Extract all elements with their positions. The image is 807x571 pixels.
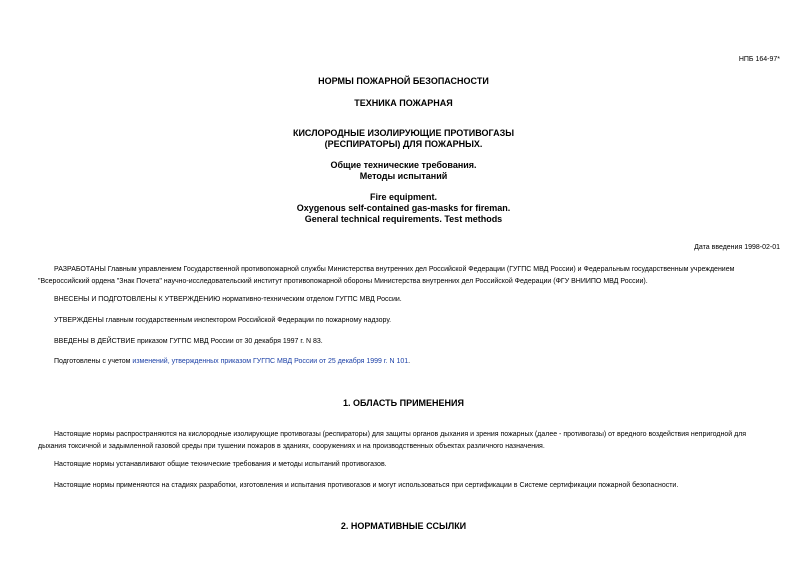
introduction-date: Дата введения 1998-02-01 bbox=[694, 244, 780, 251]
approved-text: УТВЕРЖДЕНЫ главным государственным инспектором Российской Федерации по пожарному надзору. bbox=[54, 317, 392, 324]
amendments-link[interactable]: изменений, утвержденных приказом ГУГПС МВД России от 25 декабря 1999 г. N 101 bbox=[132, 358, 409, 365]
english-title-line-2: Oxygenous self-contained gas-masks for fireman. bbox=[296, 203, 511, 213]
section-1-heading: 1. ОБЛАСТЬ ПРИМЕНЕНИЯ bbox=[343, 398, 464, 408]
scope-paragraph-2 bbox=[38, 459, 770, 471]
section-2-heading: 2. НОРМАТИВНЫЕ ССЫЛКИ bbox=[340, 521, 467, 531]
scope-paragraph-1-line-1: Настоящие нормы распространяются на кислородные изолирующие противогазы (респираторы) для защиты органов дыхания и зрения пожарных (далее - противогазы) от вредного воздействия непригодной для bbox=[54, 431, 747, 438]
norms-title: НОРМЫ ПОЖАРНОЙ БЕЗОПАСНОСТИ bbox=[318, 76, 489, 86]
main-title bbox=[0, 128, 807, 150]
scope-paragraph-3-text: Настоящие нормы применяются на стадиях разработки, изготовления и испытания противогазов и могут использоваться при сертификации в Системе сертификации пожарной безопасности. bbox=[54, 482, 679, 489]
tech-title: ТЕХНИКА ПОЖАРНАЯ bbox=[354, 98, 453, 108]
english-title-line-3: General technical requirements. Test methods bbox=[304, 214, 503, 224]
submitted-text: ВНЕСЕНЫ И ПОДГОТОВЛЕНЫ К УТВЕРЖДЕНИЮ нормативно-техническим отделом ГУГПС МВД России. bbox=[54, 296, 402, 303]
document-code: НПБ 164-97* bbox=[738, 56, 780, 63]
scope-paragraph-2-text: Настоящие нормы устанавливают общие технические требования и методы испытаний противогазов. bbox=[54, 461, 387, 468]
submitted-paragraph bbox=[38, 294, 770, 306]
english-title bbox=[0, 192, 807, 225]
prepared-paragraph bbox=[38, 356, 770, 368]
approved-paragraph bbox=[38, 315, 770, 327]
developed-line-2: "Всероссийский ордена "Знак Почета" научно-исследовательский институт противопожарной обороны Министерства внутренних дел Российской Федерации (ФГУ ВНИИПО МВД России). bbox=[38, 278, 648, 285]
prepared-suffix: . bbox=[408, 358, 411, 365]
enacted-text: ВВЕДЕНЫ В ДЕЙСТВИЕ приказом ГУГПС МВД России от 30 декабря 1997 г. N 83. bbox=[54, 338, 323, 345]
scope-paragraph-3 bbox=[38, 480, 770, 492]
enacted-paragraph bbox=[38, 336, 770, 348]
developed-paragraph bbox=[38, 264, 770, 288]
prepared-line bbox=[38, 356, 770, 368]
scope-paragraph-1 bbox=[38, 429, 770, 453]
main-title-line-1: КИСЛОРОДНЫЕ ИЗОЛИРУЮЩИЕ ПРОТИВОГАЗЫ bbox=[292, 128, 515, 138]
subtitle-line-2: Методы испытаний bbox=[359, 171, 448, 181]
prepared-prefix: Подготовлены с учетом bbox=[54, 358, 133, 365]
english-title-line-1: Fire equipment. bbox=[369, 192, 437, 202]
subtitle-line-1: Общие технические требования. bbox=[330, 160, 477, 170]
scope-paragraph-1-line-2: дыхания токсичной и задымленной газовой среды при тушении пожаров в зданиях, сооружениях и на производственных объектах различного назначения. bbox=[38, 443, 545, 450]
subtitle bbox=[0, 160, 807, 182]
main-title-line-2: (РЕСПИРАТОРЫ) ДЛЯ ПОЖАРНЫХ. bbox=[324, 139, 483, 149]
developed-line-1: РАЗРАБОТАНЫ Главным управлением Государственной противопожарной службы Министерства внутренних дел Российской Федерации (ГУГПС МВД России) и Федеральным государственным учреждением bbox=[54, 266, 735, 273]
